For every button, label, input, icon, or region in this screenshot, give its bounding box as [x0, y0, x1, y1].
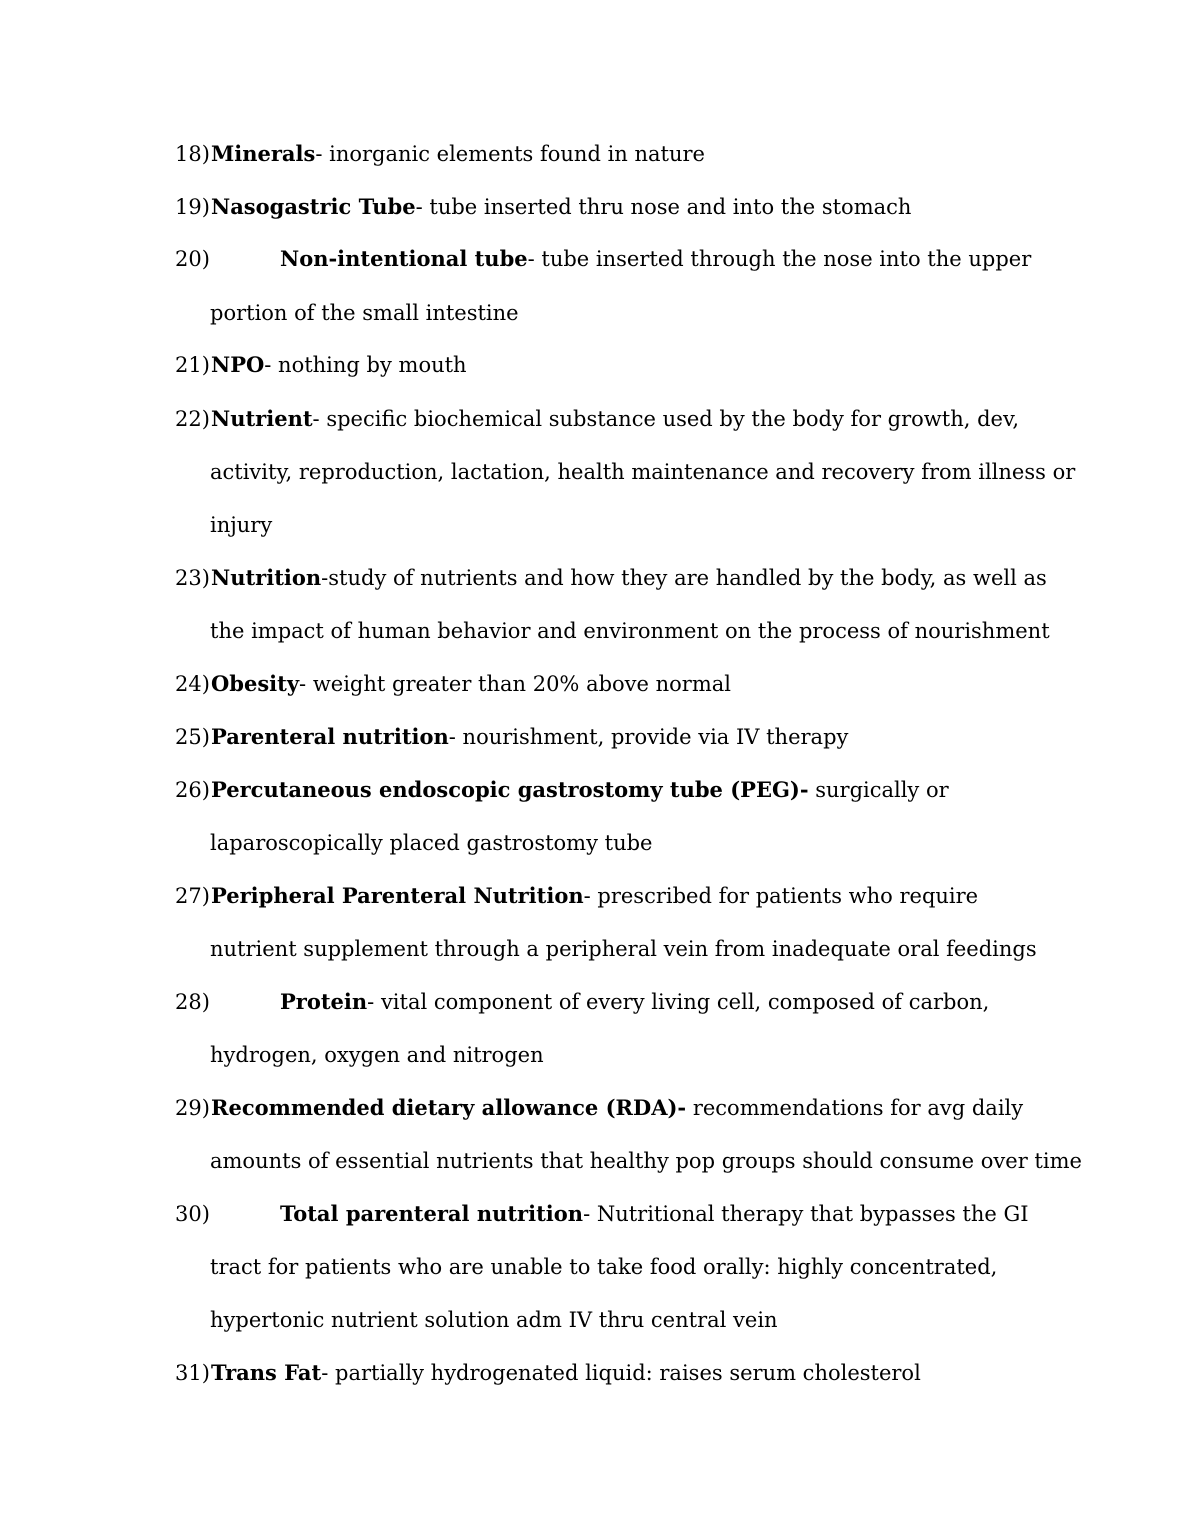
entry-continuation: the impact of human behavior and environment on the process of nourishment: [210, 619, 1050, 643]
entry-definition: -study of nutrients and how they are handled by the body, as well as: [321, 566, 1047, 590]
entry-number: 21): [175, 353, 210, 377]
entry-continuation: injury: [210, 513, 273, 537]
entry-term: Peripheral Parenteral Nutrition: [211, 883, 584, 908]
entry-definition: - inorganic elements found in nature: [315, 142, 705, 166]
entry-term: Nutrition: [211, 565, 322, 590]
entry-number: 31): [175, 1361, 210, 1385]
entry-number: 25): [175, 725, 210, 749]
entry-number: 23): [175, 566, 210, 590]
entry-term: Nasogastric Tube: [211, 194, 416, 219]
entry-term: Obesity: [211, 671, 300, 696]
entry-definition: - tube inserted through the nose into the upper: [527, 247, 1032, 271]
entry-continuation: laparoscopically placed gastrostomy tube: [210, 831, 653, 855]
entry-number: 22): [175, 407, 210, 431]
entry-term: Parenteral nutrition: [211, 724, 449, 749]
entry-continuation: nutrient supplement through a peripheral vein from inadequate oral feedings: [210, 937, 1037, 961]
entry-continuation: tract for patients who are unable to take food orally: highly concentrated,: [210, 1255, 998, 1279]
entry-continuation: portion of the small intestine: [210, 301, 519, 325]
entry-term: Recommended dietary allowance (RDA)-: [211, 1095, 687, 1120]
entry-number: 29): [175, 1096, 210, 1120]
entry-number: 20): [175, 247, 210, 271]
entry-continuation: activity, reproduction, lactation, health maintenance and recovery from illness or: [210, 460, 1076, 484]
entry-continuation: hydrogen, oxygen and nitrogen: [210, 1043, 544, 1067]
entry-term: Trans Fat: [211, 1360, 322, 1385]
entry-number: 24): [175, 672, 210, 696]
entry-definition: - tube inserted thru nose and into the stomach: [415, 195, 912, 219]
entry-term: Percutaneous endoscopic gastrostomy tube (PEG)-: [211, 777, 809, 802]
entry-definition: - Nutritional therapy that bypasses the GI: [583, 1202, 1029, 1226]
entry-term: Protein: [280, 989, 368, 1014]
entry-definition: recommendations for avg daily: [686, 1096, 1024, 1120]
entry-term: Non-intentional tube: [280, 246, 528, 271]
entry-continuation: hypertonic nutrient solution adm IV thru central vein: [210, 1308, 778, 1332]
entry-number: 19): [175, 195, 210, 219]
entry-definition: - prescribed for patients who require: [583, 884, 979, 908]
entry-definition: - vital component of every living cell, composed of carbon,: [367, 990, 990, 1014]
entry-definition: - specific biochemical substance used by the body for growth, dev,: [312, 407, 1019, 431]
entry-number: 28): [175, 990, 210, 1014]
entry-number: 18): [175, 142, 210, 166]
entry-number: 27): [175, 884, 210, 908]
entry-continuation: amounts of essential nutrients that healthy pop groups should consume over time: [210, 1149, 1082, 1173]
entry-term: Total parenteral nutrition: [280, 1201, 584, 1226]
entry-definition: - nothing by mouth: [264, 353, 467, 377]
entry-term: Minerals: [211, 141, 316, 166]
entry-number: 26): [175, 778, 210, 802]
entry-definition: - nourishment, provide via IV therapy: [448, 725, 849, 749]
entry-number: 30): [175, 1202, 210, 1226]
entry-definition: - partially hydrogenated liquid: raises serum cholesterol: [321, 1361, 921, 1385]
entry-term: NPO: [211, 352, 265, 377]
entry-definition: surgically or: [808, 778, 949, 802]
entry-term: Nutrient: [211, 406, 313, 431]
entry-definition: - weight greater than 20% above normal: [299, 672, 731, 696]
